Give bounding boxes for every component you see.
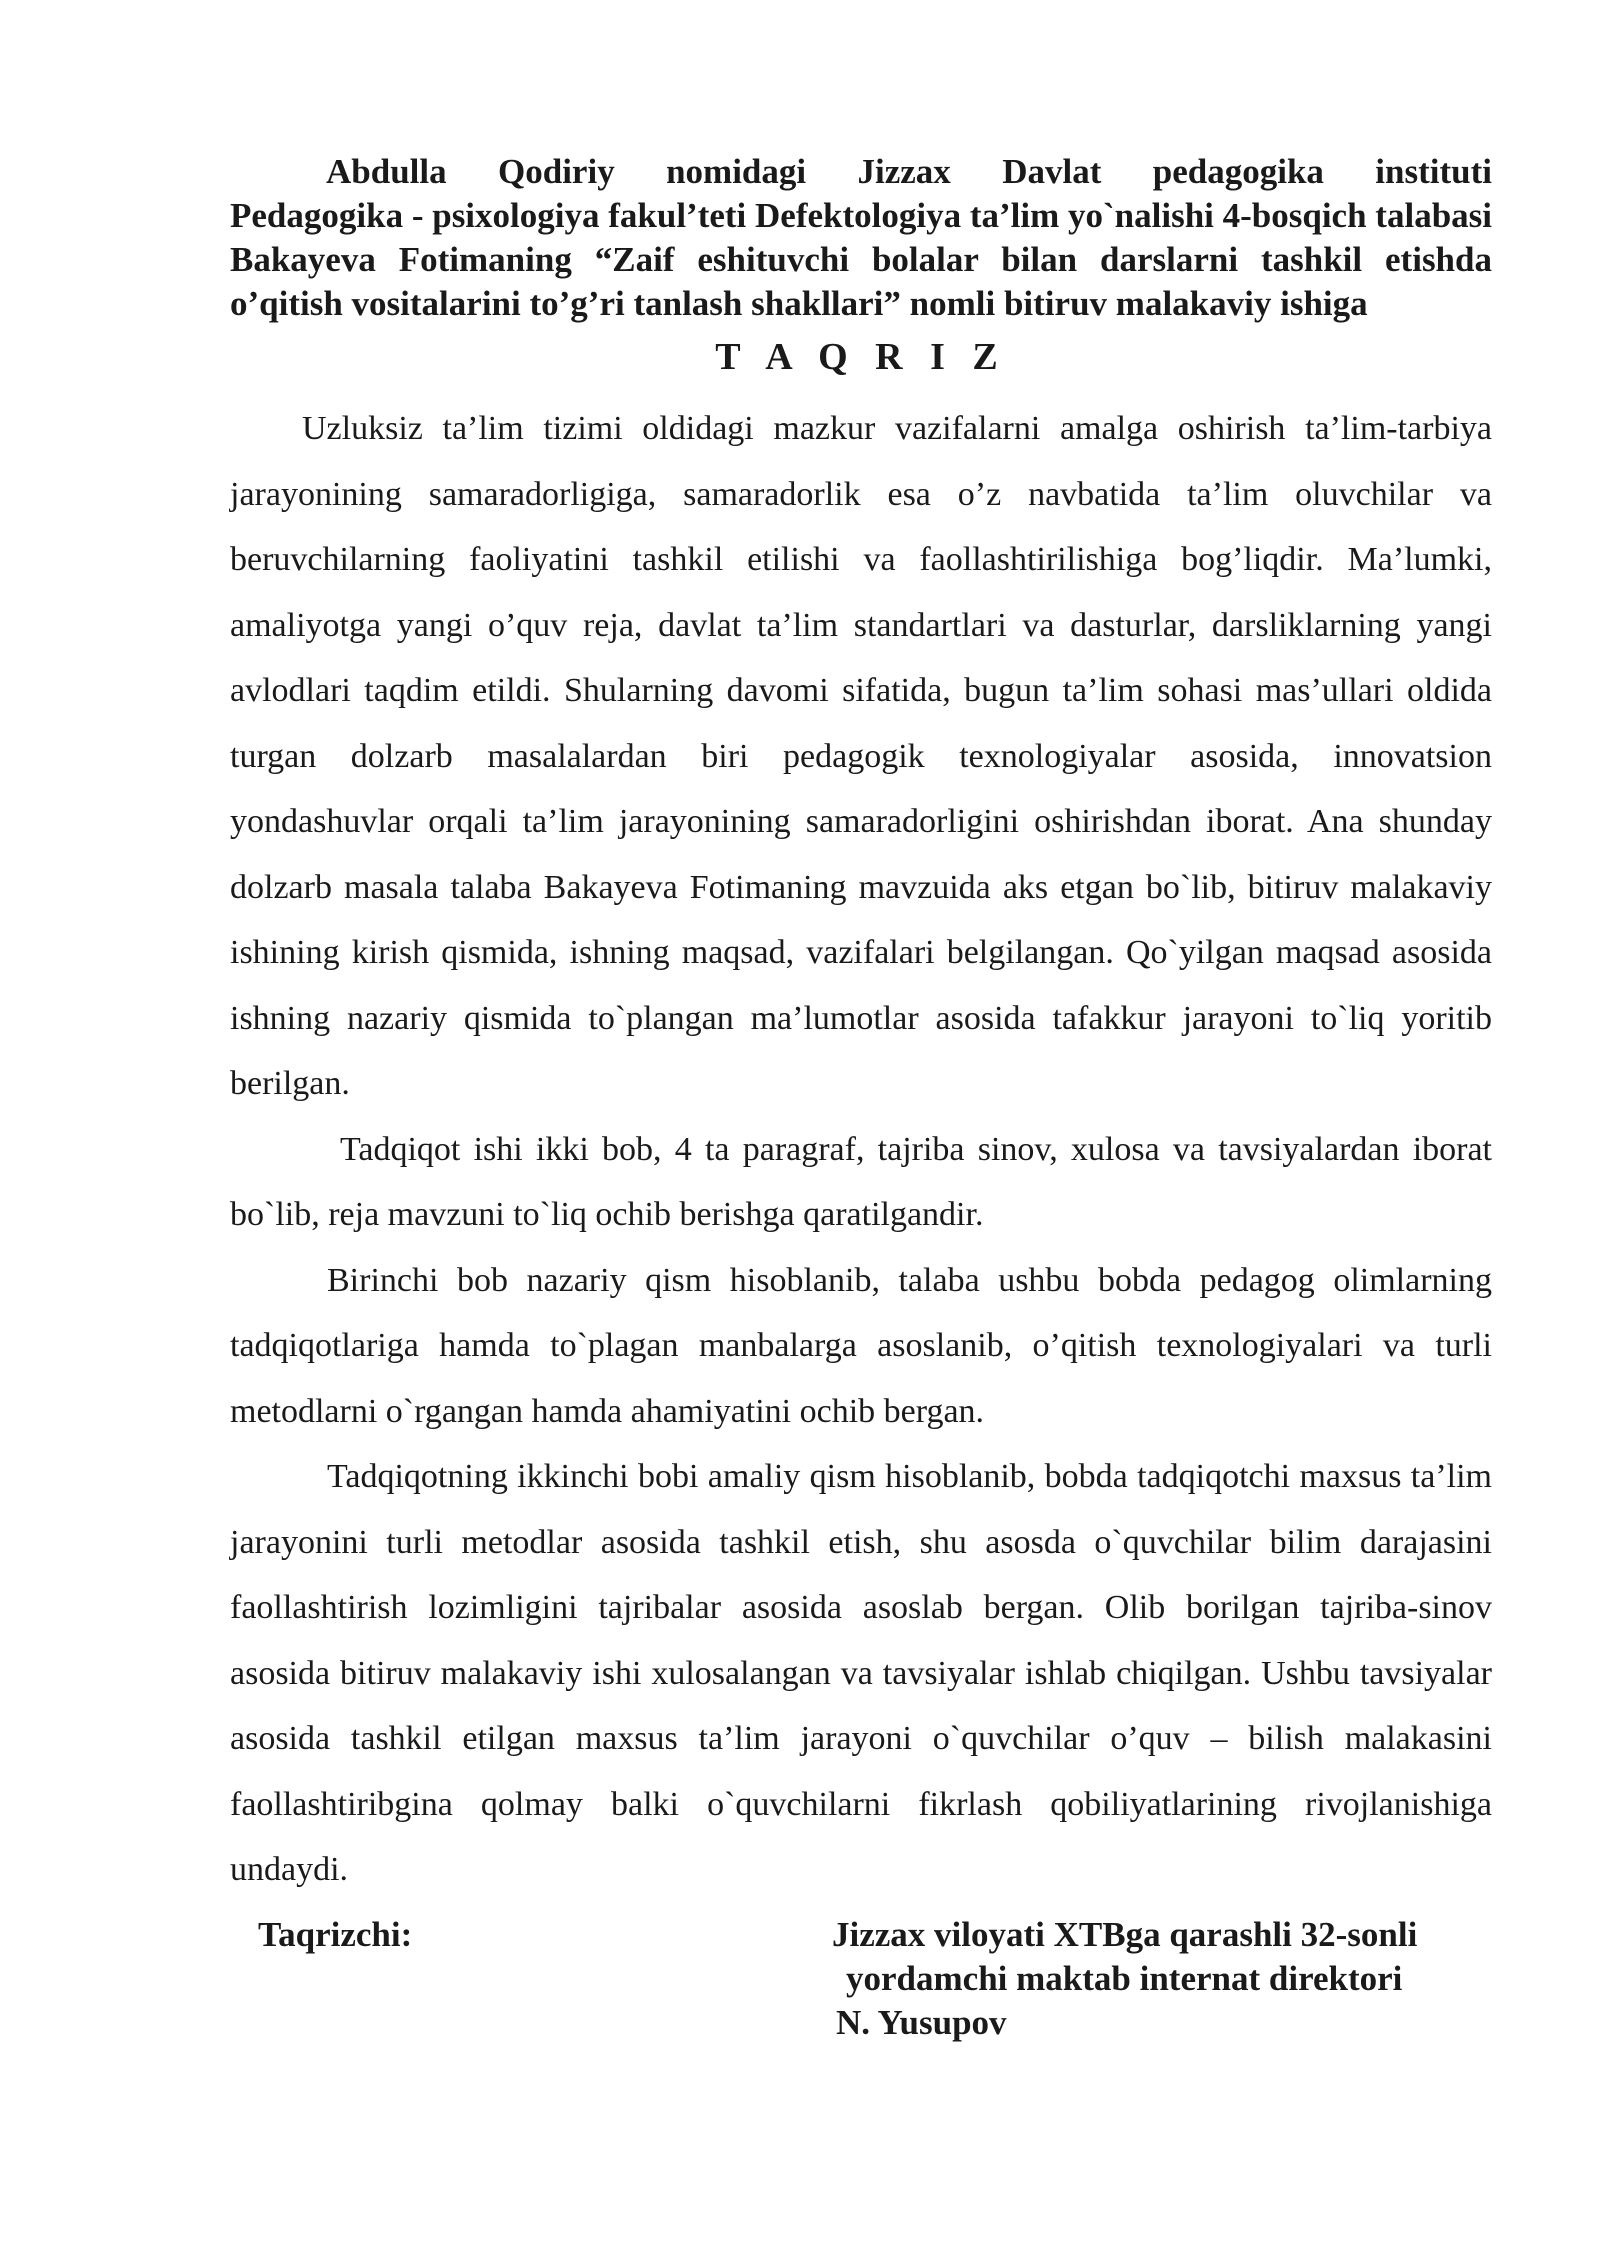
header-rest: Pedagogika - psixologiya fakul’teti Defektologiya ta’lim yo`nalishi 4-bosqich talabasi Bakayeva Fotimaning “Zaif eshituvchi bolalar bilan darslarni tashkil etishda o’qitish vositalarini to’g’ri tanlash shakllari” nomli bitiruv malakaviy ishiga [230,196,1492,323]
reviewer-label: Taqrizchi: [258,1914,413,1954]
reviewer-details [832,1913,1417,2045]
paragraph-4: Tadqiqotning ikkinchi bobi amaliy qism hisoblanib, bobda tadqiqotchi maxsus ta’lim jarayonini turli metodlar asosida tashkil etish, shu asosda o`quvchilar bilim darajasini faollashtirish lozimligini tajribalar asosida asoslab bergan. Olib borilgan tajriba-sinov asosida bitiruv malakaviy ishi xulosalangan va tavsiyalar ishlab chiqilgan. Ushbu tavsiyalar asosida tashkil etilgan maxsus ta’lim jarayoni o`quvchilar o’quv – bilish malakasini faollashtiribgina qolmay balki o`quvchilarni fikrlash qobiliyatlarining rivojlanishiga undaydi. [230,1458,1492,1888]
document-header [230,150,1492,326]
document-page [230,150,1492,2053]
document-title: T A Q R I Z [715,336,1007,378]
reviewer-position: yordamchi maktab internat direktori [846,1958,1403,1998]
reviewer-name: N. Yusupov [836,2002,1007,2042]
signature-block [230,1913,1492,2053]
paragraph-3: Birinchi bob nazariy qism hisoblanib, talaba ushbu bobda pedagog olimlarning tadqiqotlariga hamda to`plagan manbalarga asoslanib, o’qitish texnologiyalari va turli metodlarni o`rgangan hamda ahamiyatini ochib bergan. [230,1261,1492,1430]
paragraph-2: Tadqiqot ishi ikki bob, 4 ta paragraf, tajriba sinov, xulosa va tavsiyalardan iborat bo`lib, reja mavzuni to`liq ochib berishga qaratilgandir. [230,1130,1492,1233]
paragraph-1: Uzluksiz ta’lim tizimi oldidagi mazkur vazifalarni amalga oshirish ta’lim-tarbiya jarayonining samaradorligiga, samaradorlik esa o’z navbatida ta’lim oluvchilar va beruvchilarning faoliyatini tashkil etilishi va faollashtirilishiga bog’liqdir. Ma’lumki, amaliyotga yangi o’quv reja, davlat ta’lim standartlari va dasturlar, darsliklarning yangi avlodlari taqdim etildi. Shularning davomi sifatida, bugun ta’lim sohasi mas’ullari oldida turgan dolzarb masalalardan biri pedagogik texnologiyalar asosida, innovatsion yondashuvlar orqali ta’lim jarayonining samaradorligini oshirishdan iborat. Ana shunday dolzarb masala talaba Bakayeva Fotimaning mavzuida aks etgan bo`lib, bitiruv malakaviy ishining kirish qismida, ishning maqsad, vazifalari belgilangan. Qo`yilgan maqsad asosida ishning nazariy qismida to`plangan ma’lumotlar asosida tafakkur jarayoni to`liq yoritib berilgan. [230,410,1492,1102]
reviewer-organization: Jizzax viloyati XTBga qarashli 32-sonli [832,1914,1418,1954]
header-line-1: Abdulla Qodiriy nomidagi Jizzax Davlat pedagogika instituti [326,152,1492,191]
